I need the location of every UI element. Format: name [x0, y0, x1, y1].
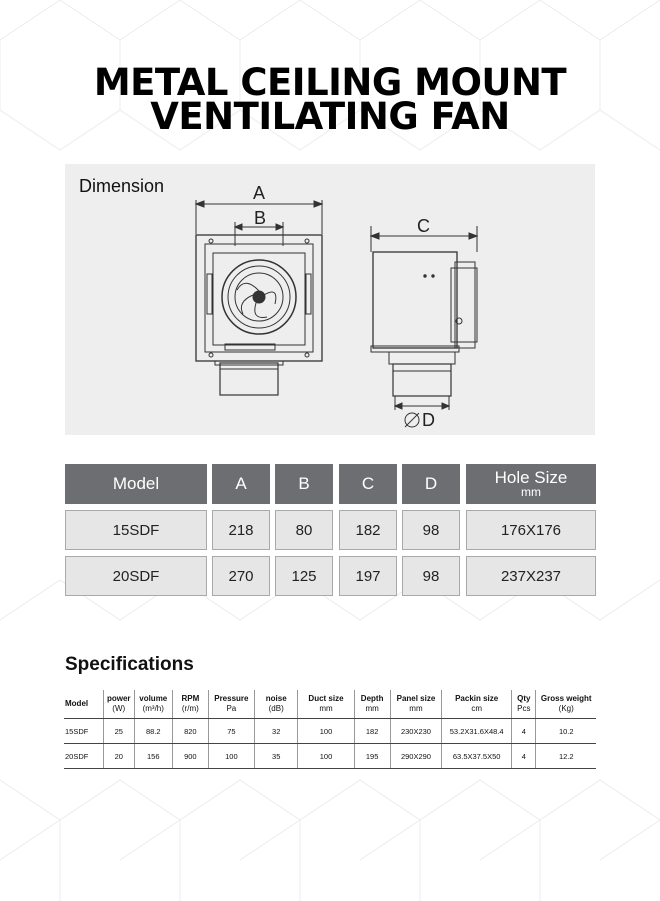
header-d: D [402, 464, 460, 504]
table-cell: 20 [103, 744, 134, 769]
spec-col-panel-size: Panel size mm [390, 690, 442, 719]
table-cell: 218 [212, 510, 270, 550]
table-cell: 53.2X31.6X48.4 [442, 719, 512, 744]
specifications-table [64, 690, 596, 769]
dimension-panel [65, 164, 595, 435]
spec-col-duct-size: Duct size mm [298, 690, 354, 719]
table-cell: 125 [275, 556, 333, 596]
table-cell: 25 [103, 719, 134, 744]
table-cell: 156 [134, 744, 172, 769]
table-cell: 10.2 [536, 719, 596, 744]
front-view-drawing [196, 200, 322, 395]
table-cell: 820 [172, 719, 208, 744]
table-cell: 900 [172, 744, 208, 769]
page-title [0, 61, 660, 138]
table-cell: 20SDF [64, 744, 103, 769]
dimension-letter-b: B [254, 208, 267, 228]
table-cell: 176X176 [466, 510, 596, 550]
header-a: A [212, 464, 270, 504]
table-cell: 270 [212, 556, 270, 596]
table-cell: 100 [298, 744, 354, 769]
spec-header-row [64, 690, 596, 719]
table-cell: 75 [208, 719, 254, 744]
dimension-table [65, 464, 597, 598]
dimension-label: Dimension [79, 176, 165, 196]
table-cell: 4 [512, 744, 536, 769]
table-cell: 182 [339, 510, 397, 550]
table-cell: 290X290 [390, 744, 442, 769]
table-cell: 230X230 [390, 719, 442, 744]
header-hole-size [466, 464, 596, 504]
specifications-title: Specifications [65, 654, 194, 675]
table-row [64, 744, 596, 769]
spec-col-qty: Qty Pcs [512, 690, 536, 719]
spec-col-depth: Depth mm [354, 690, 390, 719]
title-line-2: VENTILATING FAN [150, 95, 510, 138]
table-cell: 15SDF [65, 510, 207, 550]
table-cell: 32 [255, 719, 298, 744]
spec-col-rpm: RPM (r/m) [172, 690, 208, 719]
table-cell: 35 [255, 744, 298, 769]
hole-size-label: Hole Size [494, 468, 568, 487]
spec-col-model: Model [64, 690, 103, 719]
table-cell: 98 [402, 510, 460, 550]
header-b: B [275, 464, 333, 504]
header-c: C [339, 464, 397, 504]
dimension-drawing [65, 164, 595, 435]
spec-col-noise: noise (dB) [255, 690, 298, 719]
table-cell: 98 [402, 556, 460, 596]
spec-col-pressure: Pressure Pa [208, 690, 254, 719]
table-cell: 63.5X37.5X50 [442, 744, 512, 769]
table-row [64, 719, 596, 744]
table-cell: 100 [208, 744, 254, 769]
dimension-letter-d: D [422, 410, 435, 430]
table-cell: 100 [298, 719, 354, 744]
table-cell: 195 [354, 744, 390, 769]
table-cell: 4 [512, 719, 536, 744]
spec-col-packing-size: Packin size cm [442, 690, 512, 719]
table-cell: 237X237 [466, 556, 596, 596]
table-cell: 88.2 [134, 719, 172, 744]
title-line-1: METAL CEILING MOUNT [93, 61, 567, 104]
table-cell: 15SDF [64, 719, 103, 744]
spec-col-power: power (W) [103, 690, 134, 719]
table-cell: 197 [339, 556, 397, 596]
hole-size-unit: mm [521, 485, 541, 499]
dimension-letter-c: C [417, 216, 430, 236]
table-cell: 20SDF [65, 556, 207, 596]
table-cell: 80 [275, 510, 333, 550]
spec-col-gross-weight: Gross weight (Kg) [536, 690, 596, 719]
spec-col-volume: volume (m³/h) [134, 690, 172, 719]
table-cell: 12.2 [536, 744, 596, 769]
side-view-drawing [371, 226, 477, 427]
dimension-letter-a: A [253, 183, 266, 203]
table-cell: 182 [354, 719, 390, 744]
header-model: Model [65, 464, 207, 504]
